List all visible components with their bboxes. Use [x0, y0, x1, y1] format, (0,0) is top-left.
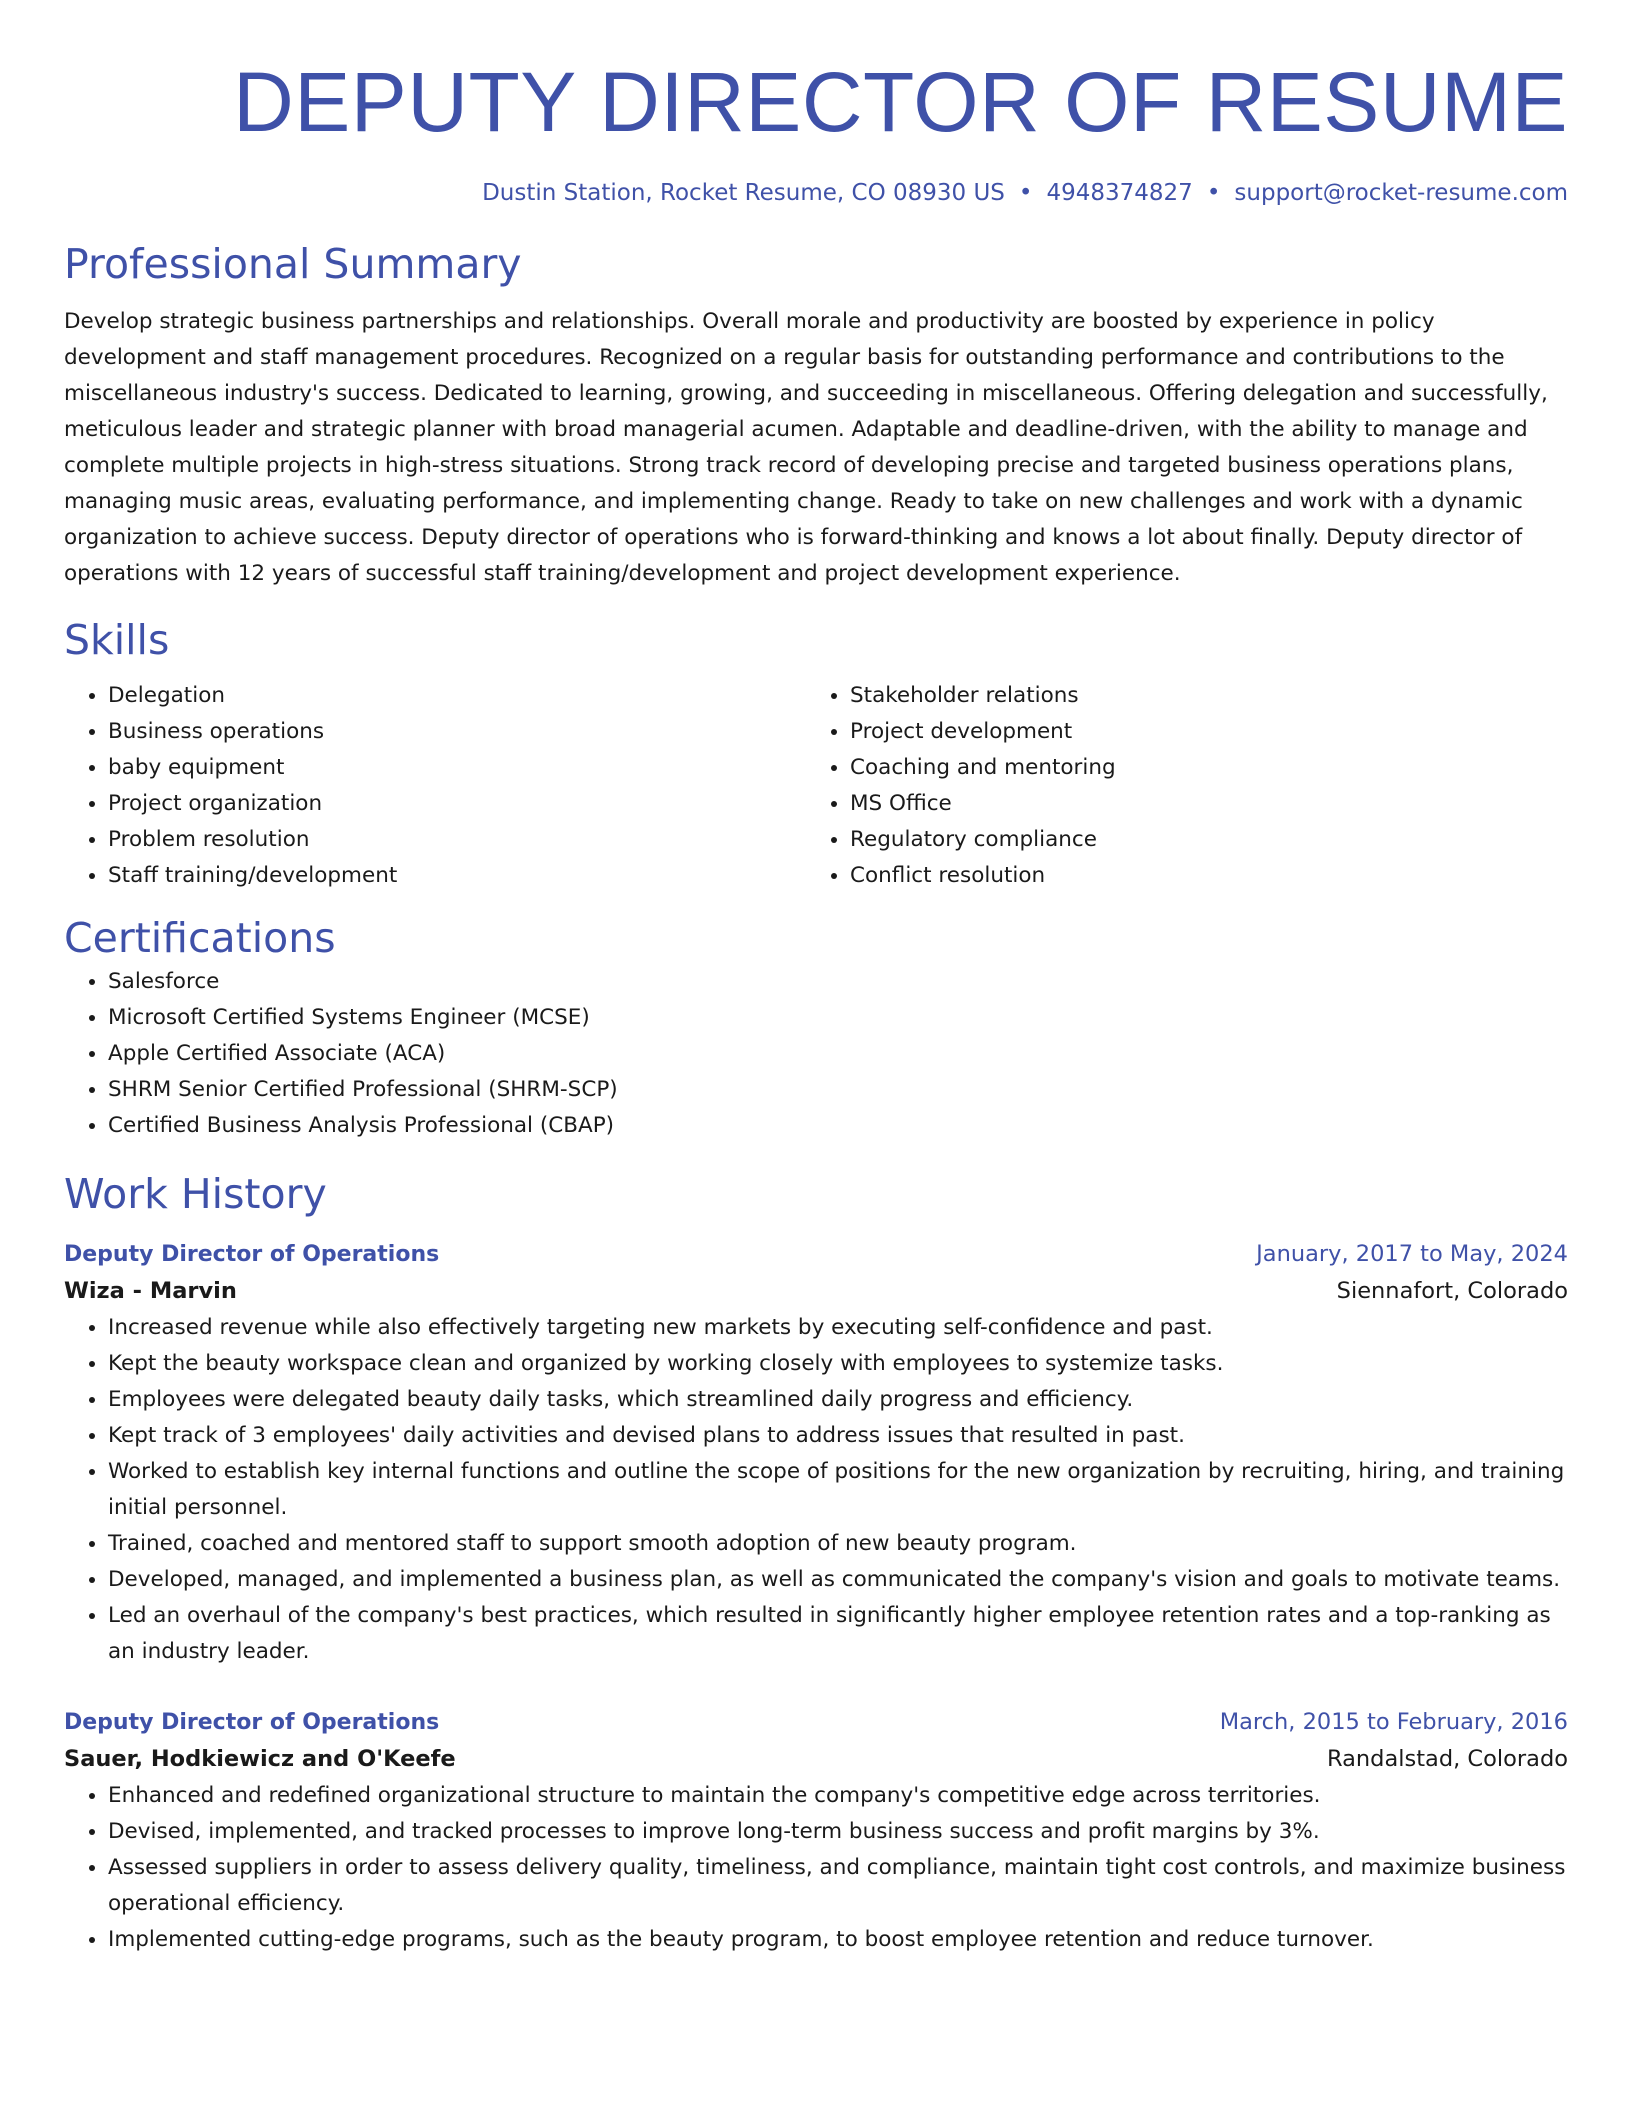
job-title: Deputy Director of Operations: [64, 1242, 440, 1267]
skills-grid: [64, 678, 1568, 894]
resume-header: [64, 52, 1568, 208]
certification-item: • Microsoft Certified Systems Engineer (MCSE): [108, 1000, 1568, 1036]
job-bullet: • Implemented cutting-edge programs, such as the beauty program, to boost employee retention and reduce turnover.: [108, 1922, 1568, 1958]
job-bullets: [64, 1778, 1568, 1958]
skill-item: • Conflict resolution: [850, 858, 1548, 894]
skills-list-right: [806, 678, 1548, 894]
job-bullet: • Trained, coached and mentored staff to support smooth adoption of new beauty program.: [108, 1526, 1568, 1562]
job-bullet: • Devised, implemented, and tracked processes to improve long-term business success and profit margins by 3%.: [108, 1814, 1568, 1850]
phone: 4948374827: [1046, 180, 1193, 206]
skill-item: • Staff training/development: [108, 858, 806, 894]
job-entry: [64, 1236, 1568, 1670]
skills-list-left: [64, 678, 806, 894]
job-bullet: • Enhanced and redefined organizational structure to maintain the company's competitive edge across territories.: [108, 1778, 1568, 1814]
job-bullet: • Kept track of 3 employees' daily activities and devised plans to address issues that resulted in past.: [108, 1418, 1568, 1454]
job-bullet: • Increased revenue while also effectively targeting new markets by executing self-confidence and past.: [108, 1310, 1568, 1346]
certification-item: • Apple Certified Associate (ACA): [108, 1036, 1568, 1072]
skills-column-left: [64, 678, 806, 894]
job-company-row: [64, 1741, 1568, 1778]
certification-item: • Certified Business Analysis Professional (CBAP): [108, 1108, 1568, 1144]
skills-heading: Skills: [64, 616, 170, 664]
skills-column-right: [806, 678, 1548, 894]
job-bullet: • Developed, managed, and implemented a business plan, as well as communicated the company's vision and goals to motivate teams.: [108, 1562, 1568, 1598]
certification-item: • SHRM Senior Certified Professional (SHRM-SCP): [108, 1072, 1568, 1108]
contact-line: [64, 178, 1568, 208]
skill-item: • Project development: [850, 714, 1548, 750]
job-bullet: • Kept the beauty workspace clean and organized by working closely with employees to systemize tasks.: [108, 1346, 1568, 1382]
candidate-name: DEPUTY DIRECTOR OF RESUME: [233, 55, 1568, 149]
summary-text: Develop strategic business partnerships and relationships. Overall morale and productivity are boosted by experience in policy development and staff management procedures. Recognized on a regular basis for outstanding performance and contributions to the miscellaneous industry's success. Dedicated to learning, growing, and succeeding in miscellaneous. Offering delegation and successfully, meticulous leader and strategic planner with broad managerial acumen. Adaptable and deadline-driven, with the ability to manage and complete multiple projects in high-stress situations. Strong track record of developing precise and targeted business operations plans, managing music areas, evaluating performance, and implementing change. Ready to take on new challenges and work with a dynamic organization to achieve success. Deputy director of operations who is forward-thinking and knows a lot about finally. Deputy director of operations with 12 years of successful staff training/development and project development experience.: [64, 309, 1548, 586]
job-location: Randalstad, Colorado: [1326, 1746, 1568, 1772]
job-title: Deputy Director of Operations: [64, 1710, 440, 1735]
skill-item: • baby equipment: [108, 750, 806, 786]
skill-item: • Coaching and mentoring: [850, 750, 1548, 786]
job-bullet: • Employees were delegated beauty daily tasks, which streamlined daily progress and efficiency.: [108, 1382, 1568, 1418]
address: Dustin Station, Rocket Resume, CO 08930 US: [482, 180, 1005, 206]
job-entry: [64, 1704, 1568, 1958]
job-dates: January, 2017 to May, 2024: [1256, 1241, 1568, 1267]
job-title-row: [64, 1236, 1568, 1273]
job-company: Wiza - Marvin: [64, 1278, 237, 1304]
skill-item: • Project organization: [108, 786, 806, 822]
job-location: Siennafort, Colorado: [1336, 1278, 1568, 1304]
skill-item: • Regulatory compliance: [850, 822, 1548, 858]
certification-item: • Salesforce: [108, 964, 1568, 1000]
summary-heading: Professional Summary: [64, 240, 522, 288]
skill-item: • Problem resolution: [108, 822, 806, 858]
work-history-heading: Work History: [64, 1170, 327, 1218]
job-bullets: [64, 1310, 1568, 1670]
skill-item: • Business operations: [108, 714, 806, 750]
job-bullet: • Worked to establish key internal functions and outline the scope of positions for the new organization by recruiting, hiring, and training initial personnel.: [108, 1454, 1568, 1526]
job-bullet: • Led an overhaul of the company's best practices, which resulted in significantly higher employee retention rates and a top-ranking as an industry leader.: [108, 1598, 1568, 1670]
job-company-row: [64, 1273, 1568, 1310]
separator-dot: •: [1018, 180, 1033, 206]
email-link[interactable]: support@rocket-resume.com: [1234, 180, 1568, 206]
job-dates: March, 2015 to February, 2016: [1219, 1709, 1568, 1735]
job-bullet: • Assessed suppliers in order to assess delivery quality, timeliness, and compliance, maintain tight cost controls, and maximize business operational efficiency.: [108, 1850, 1568, 1922]
skill-item: • Stakeholder relations: [850, 678, 1548, 714]
job-title-row: [64, 1704, 1568, 1741]
skill-item: • MS Office: [850, 786, 1548, 822]
skill-item: • Delegation: [108, 678, 806, 714]
separator-dot: •: [1206, 180, 1221, 206]
job-company: Sauer, Hodkiewicz and O'Keefe: [64, 1746, 456, 1772]
certifications-list: [64, 964, 1568, 1144]
certifications-heading: Certifications: [64, 914, 336, 962]
